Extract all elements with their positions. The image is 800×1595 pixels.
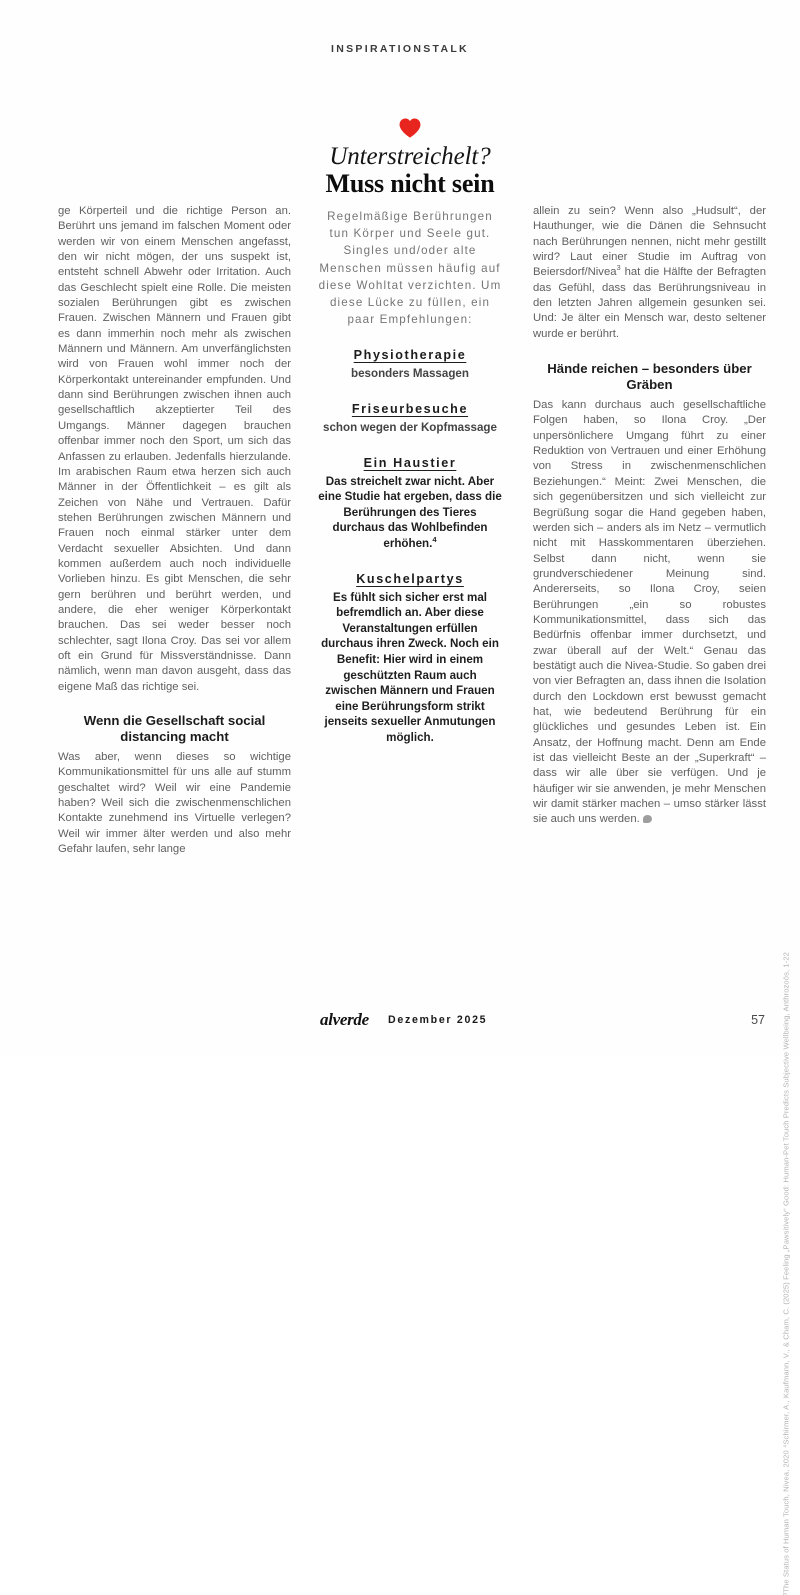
end-of-article-marker <box>643 815 652 823</box>
right-text-column <box>533 204 766 828</box>
sidebar-intro-text: Regelmäßige Berührungen tun Körper und Seele gut. Singles und/oder alte Menschen müssen häufig auf diese Wohltat verzichten. Um diese Lücke zu füllen, ein paar Empfehlungen: <box>318 210 502 327</box>
right-section-heading: Hände reichen – besonders über Gräben <box>547 361 752 393</box>
issue-date: Dezember 2025 <box>388 1014 488 1026</box>
recommendation-title: Physiotherapie <box>353 348 467 363</box>
left-paragraph-2: Was aber, wenn dieses so wichtige Kommunikationsmittel für uns alle auf stumm geschaltet wird? Weil wir eine Pandemie haben? Weil sich die zwischenmenschlichen Kontakte zunehmend ins Virtuelle verlegen? Weil wir immer älter werden und also mehr Gefahr laufen, sehr lange <box>58 751 291 856</box>
recommendation-body: besonders Massagen <box>351 367 469 381</box>
recommendation-body <box>318 474 502 552</box>
page-title-line-1: Unterstreichelt? <box>329 143 491 170</box>
center-sidebar-column <box>318 208 502 746</box>
recommendation-item <box>318 348 502 382</box>
recommendation-title: Ein Haustier <box>363 455 457 470</box>
section-kicker: INSPIRATIONSTALK <box>331 43 469 55</box>
article-title-block <box>300 118 520 198</box>
recommendation-body: Es fühlt sich sicher erst mal befremdlich an. Aber diese Veranstaltungen erfüllen durchaus ihren Zweck. Noch ein Benefit: Hier wird in einem geschützten Raum auch zwischen Männern und Frauen eine Berührungsform strikt jenseits sexueller Anmutungen möglich. <box>321 590 499 744</box>
right-paragraph-2 <box>533 398 766 828</box>
page-number: 57 <box>751 1013 765 1027</box>
page-title-line-2: Muss nicht sein <box>325 169 495 198</box>
recommendation-body-text: Das streichelt zwar nicht. Aber eine Studie hat ergeben, dass die Berührungen des Tieres durchaus das Wohlbefinden erhöhen. <box>318 474 502 550</box>
heart-icon <box>399 118 421 138</box>
footnote-marker: 4 <box>432 535 437 545</box>
recommendation-title: Friseurbesuche <box>351 402 469 417</box>
right-paragraph-2-text: Das kann durchaus auch gesellschaftliche Folgen haben, so Ilona Croy. „Der unpersönlichere Umgang führt zu einer Reduktion von Vertrauen und einer Erhöhung von Stress in zwischenmenschlichen Beziehungen.“ Meint: Zwei Menschen, die sich gegenübersitzen und sich vielleicht zur Begrüßung sogar die Hand gegeben haben, werden sich – anders als im Netz – vermutlich nicht mit Hasskommentaren überziehen. Selbst dann nicht, wenn sie grundverschiedener Meinung sind. Andererseits, so Ilona Croy, seien Berührungen „ein so robustes Kommunikationsmittel, dass sich das Bedürfnis offenbar immer durchsetzt, und zwar überall auf der Welt.“ Genau das bestätigt auch die Nivea-Studie. So gaben drei von vier Befragten an, dass ihnen die Isolation durch den Lockdown erst bewusst gemacht hat, wie bedeutend Berührung für ein glückliches und gesundes Leben ist. Ein Ansatz, der Hoffnung macht. Denn am Ende ist das vielleicht Beste an der „Superkraft“ – dass wir alle über sie verfügen. Und je häufiger wir sie anwenden, je mehr Menschen wir damit stärker machen – umso stärker lässt sie auch uns werden. <box>533 399 766 826</box>
recommendation-title: Kuschelpartys <box>356 571 464 586</box>
footnote-marker: 3 <box>616 263 621 273</box>
left-section-heading: Wenn die Gesellschaft social distancing macht <box>83 713 266 744</box>
right-paragraph-1-part-a: allein zu sein? Wenn also „Hudsult“, der Hauthunger, wie die Dänen die Sehnsucht nach Berührungen nennen, nicht mehr gestillt wird? Laut einer Studie im Auftrag von Beiersdorf/Nivea <box>533 205 766 279</box>
recommendation-item <box>318 572 502 746</box>
recommendation-body: schon wegen der Kopfmassage <box>323 421 497 435</box>
left-text-column <box>58 204 291 857</box>
recommendation-item <box>318 456 502 552</box>
magazine-logo: alverde <box>320 1010 369 1029</box>
recommendation-item <box>318 402 502 436</box>
right-paragraph-1 <box>533 204 766 342</box>
source-credit-vertical: ³The Status of Human Touch, Nivea, 2020 ⁴Schirmer, A., Kaufmann, V., & Cham, C. (2025) Feeling „Pawsitively“ Good: Human-Pet Touch Predicts Subjective Wellbeing, Anthrozoös, 1-22 <box>781 952 790 1595</box>
right-paragraph-1-part-b: hat die Hälfte der Befragten das Gefühl, dass das Berührungsniveau in den letzten Jahren allgemein gesunken sei. Und: Je älter ein Mensch war, desto seltener wurde er berührt. <box>533 266 766 340</box>
left-paragraph-1: ge Körperteil und die richtige Person an. Berührt uns jemand im falschen Moment oder werden wir von einem Menschen angefasst, den wir nicht mögen, der uns suspekt ist, entsteht schnell Abwehr oder Irritation. Auch das Geschlecht spielt eine Rolle. Die meisten sozialen Berührungen gibt es zwischen Frauen. Zwischen Männern und Frauen gibt es dann immerhin noch mehr als zwischen Männern und Männern. Am unverfänglichsten wird von Frauen wohl immer noch der Körperkontakt untereinander empfunden. Und dann sind Berührungen zwischen ihnen auch gesellschaftlich akzeptierter Teil des Umgangs. Männer dagegen brauchen offenbar immer noch den Sport, um sich das Anfassen zu erlauben. Jedenfalls hierzulande. Im arabischen Raum etwa herzen sich auch Männer in der Öffentlichkeit – es gilt als Zeichen von Nähe und Vertrauen. Dafür stehen Berührungen zwischen Männern und Frauen noch einmal stärker unter dem Verdacht sexueller Absichten. Und dann kommen außerdem auch noch individuelle Vorlieben hinzu. Es gibt Menschen, die sehr gern berühren und berührt werden, und andere, die eher weniger Körperkontakt brauchen. Das sei weder besser noch schlechter, sagt Ilona Croy. Das sei vor allem oft ein Grund für Missverständnisse. Dann nämlich, wenn man davon ausgeht, dass das eigene Maß das richtige sei. <box>58 205 291 693</box>
page-footer <box>0 1010 800 1034</box>
